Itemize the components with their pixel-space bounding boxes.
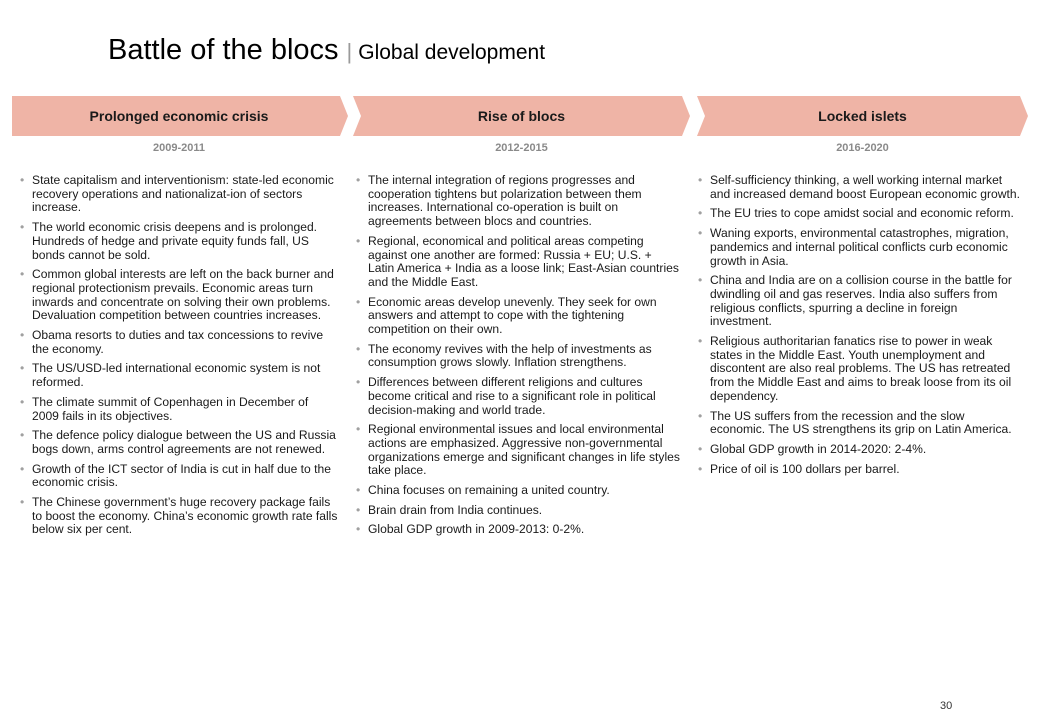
phase-3-list xyxy=(698,174,1020,482)
list-item: • Growth of the ICT sector of India is cut in half due to the economic crisis. xyxy=(20,463,338,490)
phase-label-1: Prolonged economic crisis xyxy=(89,108,269,124)
list-item: • Differences between different religions and cultures become critical and rise to a significant role in political decision-making and world trade. xyxy=(356,376,680,417)
phase-date-3: 2016-2020 xyxy=(836,142,889,154)
phase-label-3: Locked islets xyxy=(818,108,907,124)
phase-date-2: 2012-2015 xyxy=(495,142,548,154)
phase-label-2: Rise of blocs xyxy=(477,108,566,124)
list-item: • Brain drain from India continues. xyxy=(356,504,680,518)
phase-chevrons xyxy=(0,96,1040,136)
title-subtitle: Global development xyxy=(358,41,546,64)
list-item: • China focuses on remaining a united country. xyxy=(356,484,680,498)
list-item: • China and India are on a collision course in the battle for dwindling oil and gas reserves. India also suffers from religious conflicts, spurring a decline in foreign investment. xyxy=(698,274,1020,329)
phase-date-1: 2009-2011 xyxy=(153,142,205,154)
list-item: • Self-sufficiency thinking, a well working internal market and increased demand boost European economic growth. xyxy=(698,174,1020,201)
title-separator: | xyxy=(346,39,353,64)
list-item: • Religious authoritarian fanatics rise to power in weak states in the Middle East. Youth unemployment and discontent are also real problems. The US has retreated from the Middle East and aims to break loose from its oil dependency. xyxy=(698,335,1020,404)
list-item: • The world economic crisis deepens and is prolonged. Hundreds of hedge and private equity funds fall, US bonds cannot be sold. xyxy=(20,221,338,262)
phase-1-list xyxy=(20,174,338,543)
list-item: • The EU tries to cope amidst social and economic reform. xyxy=(698,207,1020,221)
list-item: • The climate summit of Copenhagen in December of 2009 fails in its objectives. xyxy=(20,396,338,423)
list-item: • The US/USD-led international economic system is not reformed. xyxy=(20,362,338,389)
list-item: • Global GDP growth in 2014-2020: 2-4%. xyxy=(698,443,1020,457)
list-item: • State capitalism and interventionism: state-led economic recovery operations and nationalizat-ion of sectors increase. xyxy=(20,174,338,215)
list-item: • Regional environmental issues and local environmental actions are emphasized. Aggressive non-governmental organizations emerge and significant changes in life styles take place. xyxy=(356,423,680,478)
list-item: • The defence policy dialogue between the US and Russia bogs down, arms control agreements are not renewed. xyxy=(20,429,338,456)
list-item: • Global GDP growth in 2009-2013: 0-2%. xyxy=(356,523,680,537)
list-item: • The Chinese government’s huge recovery package fails to boost the economy. China’s economic growth rate falls below six per cent. xyxy=(20,496,338,537)
phase-2-list xyxy=(356,174,680,543)
list-item: • Obama resorts to duties and tax concessions to revive the economy. xyxy=(20,329,338,356)
list-item: • Economic areas develop unevenly. They seek for own answers and attempt to cope with the tightening competition on their own. xyxy=(356,296,680,337)
list-item: • The economy revives with the help of investments as consumption grows slowly. Inflation strengthens. xyxy=(356,343,680,370)
list-item: • The US suffers from the recession and the slow economic. The US strengthens its grip on Latin America. xyxy=(698,410,1020,437)
list-item: • Common global interests are left on the back burner and regional protectionism prevails. Economic areas turn inwards and concentrate on solving their own problems. Devaluation competition between countries increases. xyxy=(20,268,338,323)
list-item: • The internal integration of regions progresses and cooperation tightens but polarization between them increases. International co-operation is built on agreements between blocs and countries. xyxy=(356,174,680,229)
page-title xyxy=(108,34,545,67)
title-main: Battle of the blocs xyxy=(108,34,339,66)
page-number: 30 xyxy=(940,700,953,712)
list-item: • Price of oil is 100 dollars per barrel. xyxy=(698,463,1020,477)
list-item: • Waning exports, environmental catastrophes, migration, pandemics and internal political conflicts curb economic growth in Asia. xyxy=(698,227,1020,268)
list-item: • Regional, economical and political areas competing against one another are formed: Russia + EU; U.S. + Latin America + India as a loose link; East-Asian countries and the Middle East. xyxy=(356,235,680,290)
